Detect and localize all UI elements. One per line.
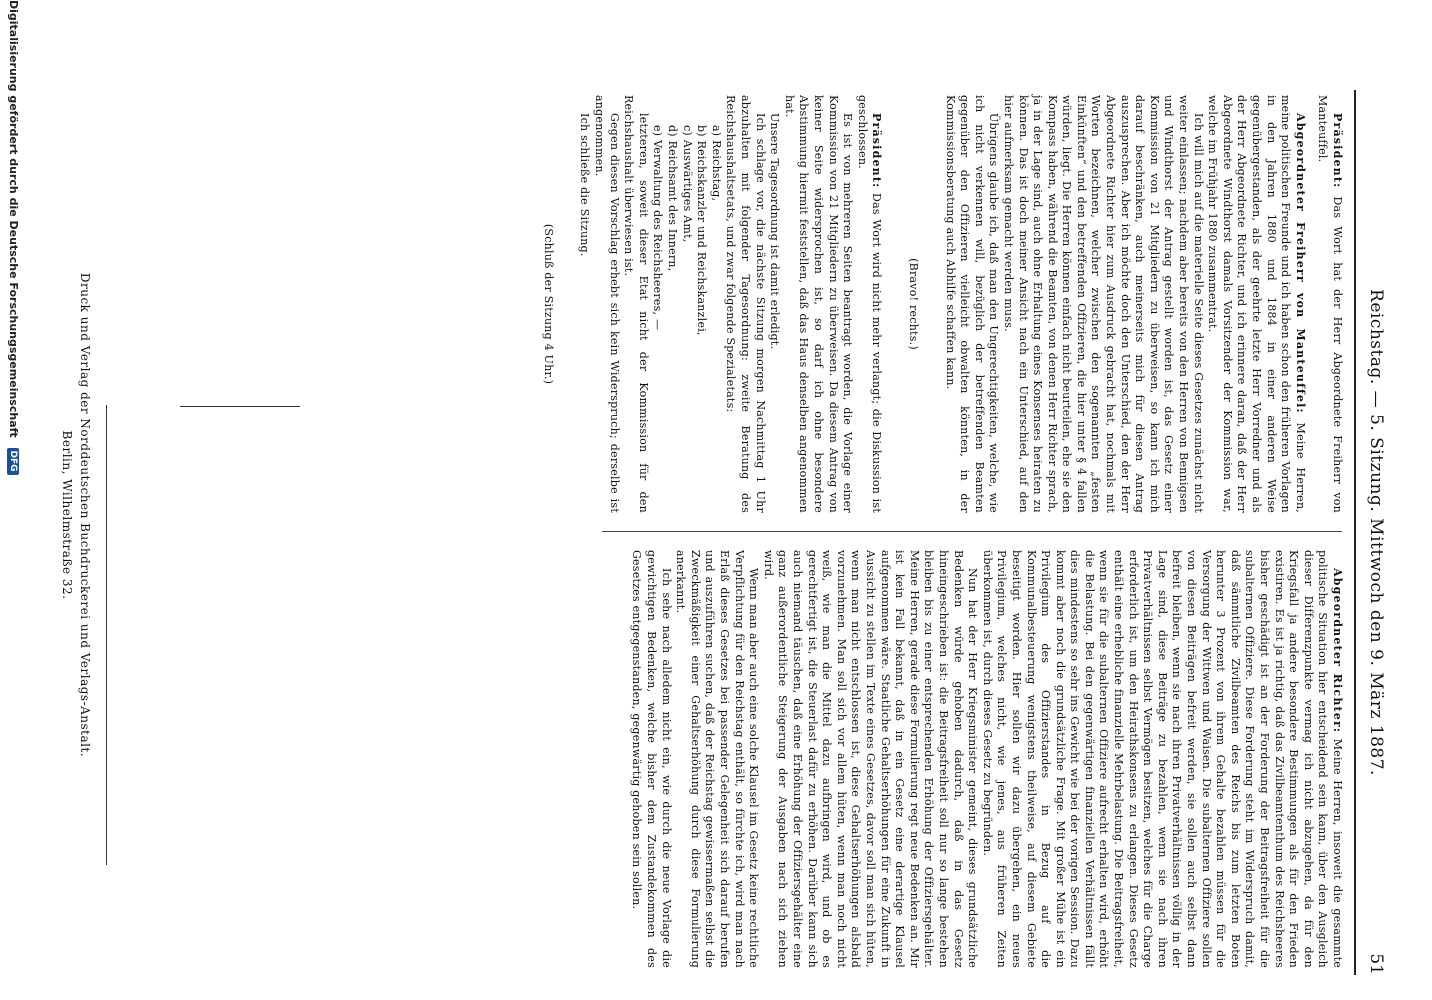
speaker-name: Abgeordneter Richter: (1331, 568, 1344, 734)
paragraph: Ich sehe nach alledem nicht ein, wie durch die neue Vorlage die gewichtigen Bedenken, welche bisher dem Zustandekommen des Gesetzes entgegenstanden, gegenwärtig gehoben sein sollen. (630, 550, 673, 968)
right-column (629, 550, 1344, 968)
spacer (557, 95, 577, 513)
paragraph (1315, 95, 1344, 513)
list-item: b) Reichskanzler und Reichskanzlei, (695, 125, 709, 336)
list-item: c) Auswärtiges Amt, (680, 125, 694, 243)
spacer (922, 95, 942, 513)
paragraph: Ich will mich auf die materielle Seite dieses Gesetzes zunächst nicht weiter einlassen; nachdem aber bereits von den Herren von Bennigsen und Windthorst der Antrag gestellt worden ist, das Gesetz einer Kommission von 21 Mitgliedern zu überweisen, so kann ich mich darauf beschränken, auch meinerseits mich für diesen Antrag auszusprechen. Aber ich möchte doch den Unterschied, den der Herr Abgeordnete Richter hier zum Ausdruck gebracht hat, nochmals mit Worten bezeichnen, welcher zwischen den sogenannten „festen Einkünften“ und den betreffenden Offizieren, die hier unter § 4 fallen würden, liegt. Die Herren können einfach nicht beurteilen, ehe sie den Kompass haben, während die Beamten, von denen Herr Richter sprach, ja in der Lage sind, auch ohne Erhaltung eines Konsenses heiraten zu können. Das ist doch meiner Ansicht nach ein Unterschied, auf den hier aufmerksam gemacht werden muss. (1001, 95, 1205, 513)
page-header (1360, 90, 1386, 975)
agenda-list (650, 95, 723, 513)
paragraph: Es ist von mehreren Seiten beantragt worden, die Vorlage einer Kommission von 21 Mitgliedern zu überweisen. Da diesem Antrag von keiner Seite widersprochen ist, so darf ich ohne besondere Abstimmung hiermit feststellen, daß das Haus denselben angenommen hat. (782, 95, 855, 513)
digitization-text: Digitalisierung gefördert durch die Deutsche Forschungsgemeinschaft (7, 0, 20, 438)
left-column (538, 95, 1344, 513)
applause-note: (Bravo! rechts.) (906, 258, 920, 350)
paragraph: letzteren, soweit dieser Etat nicht der Kommission für den Reichshaushalt überwiesen ist. (622, 95, 650, 513)
paragraph-text: Das Wort hat der Herr Abgeordnete Freiherr von Manteuffel. (1316, 95, 1344, 513)
list-item: a) Reichstag, (709, 125, 723, 202)
header-rule (1354, 90, 1356, 975)
paragraph: Ich schlage vor, die nächste Sitzung morgen Nachmittag 1 Uhr abzuhalten mit folgender Tagesordnung: zweite Beratung des Reichshaushaltsetats, und zwar folgende Spezialetats: (724, 95, 767, 513)
page-number: 51 (1366, 953, 1386, 975)
session-close-note: (Schluß der Sitzung 4 Uhr.) (541, 223, 555, 385)
speaker-name: Präsident: (1331, 113, 1344, 189)
speaker-name: Abgeordneter Freiherr von Manteuffel: (1293, 113, 1307, 414)
paragraph: Übrigens glaube ich, daß man den Ungerechtigkeiten, welche, wie ich nicht verkennen will, bezüglich der betreffenden Beamten gegenüber den Offizieren vielleicht obwalten könnten, in der Kommissionsberatung auch Abhilfe schaffen kann. (943, 95, 1001, 513)
paragraph-text: Das Wort wird nicht mehr verlangt; die Diskussion ist geschlossen. (855, 95, 884, 513)
paragraph (854, 95, 883, 513)
spacer (1307, 95, 1315, 513)
paragraph-text: Meine Herren, insoweit die gesammte politische Situation hier entscheidend sein kann, über den Ausgleich dieser Differenzpunkte vermag ich nicht abzugehen, da für den Kriegsfall ja andere besondere Bestimmungen als für den Frieden existiren. Es ist ja richtig, daß das Zivilbeamtenthum des Reichsheeres bisher geschädigt ist an der Forderung der Beitragsfreiheit für die subalternen Offiziere. Diese Forderung steht im Widerspruch damit, daß sämmtliche Zivilbeamten des Reichs bis zum letzten Boten herunter 3 Prozent von ihrem Gehalte bezahlen müssen für die Versorgung der Wittwen und Waisen. Die subalternen Offiziere sollen von diesen Beiträgen befreit werden, sie sollen auch selbst dann befreit bleiben, wenn sie nach ihren Privatverhältnissen völlig in der Lage sind, diese Beiträge zu bezahlen, wenn sie nach ihren Privatverhältnissen selbst Vermögen besitzen, welches für die Charge erforderlich ist, um den Heirathskonsens zu erlangen. Dieses Gesetz enthält eine erhebliche finanzielle Mehrbelastung. Die Beitragsfreiheit, wenn sie für die subalternen Offiziere aufrecht erhalten wird, erhöht die Belastung. Bei den gegenwärtigen finanziellen Verhältnissen fällt dies mindestens so sehr ins Gewicht wie bei der vorigen Session. Dazu kommt aber noch die grundsätzliche Frage. Mit großer Mühe ist ein Privilegium des Offizierstandes in Bezug auf die Kommunalbesteuerung wenigstens theilweise, auf diesem Gebiete beseitigt worden. Hier sollen wir dazu übergehen, ein neues Privilegium, welches nicht, wie jenes, aus früheren Zeiten überkommen ist, durch dieses Gesetz zu begründen. (980, 550, 1344, 969)
paragraph-text: Meine Herren, meine politischen Freunde und ich haben schon den früheren Vorlagen in den Jahren 1880 und 1884 in einer anderen Weise gegenübergestanden, als der geehrte letzte Herr Vorredner und als der Herr Abgeordnete Richter, und ich erinnere daran, daß der Herr Abgeordnete Windthorst damals Vorsitzender der Kommission war, welche im Frühjahr 1880 zusammentrat. (1206, 95, 1307, 514)
paragraph (979, 550, 1344, 968)
paragraph: Ich schließe die Sitzung. (578, 113, 592, 257)
list-item: e) Verwaltung des Reichsheeres, — (651, 125, 665, 331)
speaker-name: Präsident: (870, 113, 884, 189)
spacer (883, 95, 903, 513)
paragraph (1205, 95, 1307, 513)
dfg-logo-icon: DFG (7, 448, 19, 475)
printer-line-2: Berlin, Wilhelmstraße 32. (60, 430, 74, 600)
list-item: d) Reichsamt des Innern, (666, 125, 680, 272)
paragraph: Nun hat der Herr Kriegsminister gemeint, dieses grundsätzliche Bedenken würde gehoben dadurch, daß in das Gesetz hineingeschrieben ist: die Beitragsfreiheit soll nur so lange bestehen bleiben bis zu einer entsprechenden Erhöhung der Offiziersgehälter. Meine Herren, gerade diese Formulierung regt neue Bedenken an. Mir ist kein Fall bekannt, daß in ein Gesetz eine derartige Klausel aufgenommen wäre. Staatliche Gehaltserhöhungen für eine Zukunft in Aussicht zu stellen im Texte eines Gesetzes, davor soll man sich hüten, wenn man nicht entschlossen ist, diese Gehaltserhöhungen alsbald vorzunehmen. Man soll sich vor allem hüten, wenn man noch nicht weiß, wie man die Mittel dazu aufbringen wird, und ob es gerechtfertigt ist, die Steuerlast dafür zu erhöhen. Darüber kann sich auch niemand täuschen, daß eine Erhöhung der Offiziersgehälter eine ganz außerordentliche Steigerung der Ausgaben nach sich ziehen wird. (761, 550, 980, 968)
printer-line-1: Druck und Verlag der Norddeutschen Buchdruckerei und Verlags-Anstalt. (78, 272, 92, 758)
paragraph: Unsere Tagesordnung ist damit erledigt. (768, 113, 782, 350)
column-divider (602, 531, 1342, 532)
digitization-note (4, 0, 20, 1000)
header-title: Reichstag. — 5. Sitzung. Mittwoch den 9. März 1887. (1366, 289, 1386, 776)
paragraph: Gegen diesen Vorschlag erhebt sich kein Widerspruch; derselbe ist angenommen. (593, 95, 621, 513)
footer-rule (106, 405, 107, 865)
paragraph: Wenn man aber auch eine solche Klausel im Gesetz keine rechtliche Verpflichtung für den Reichstag enthält, so fürchte ich, wird man nach Erlaß dieses Gesetzes bei passender Gelegenheit sich darauf berufen und auszuführen suchen, daß der Reichstag gewissermaßen selbst die Zweckmäßigkeit einer Gehaltserhöhung durch diese Formulierung anerkannt. (674, 550, 761, 968)
center-rule (180, 406, 300, 407)
